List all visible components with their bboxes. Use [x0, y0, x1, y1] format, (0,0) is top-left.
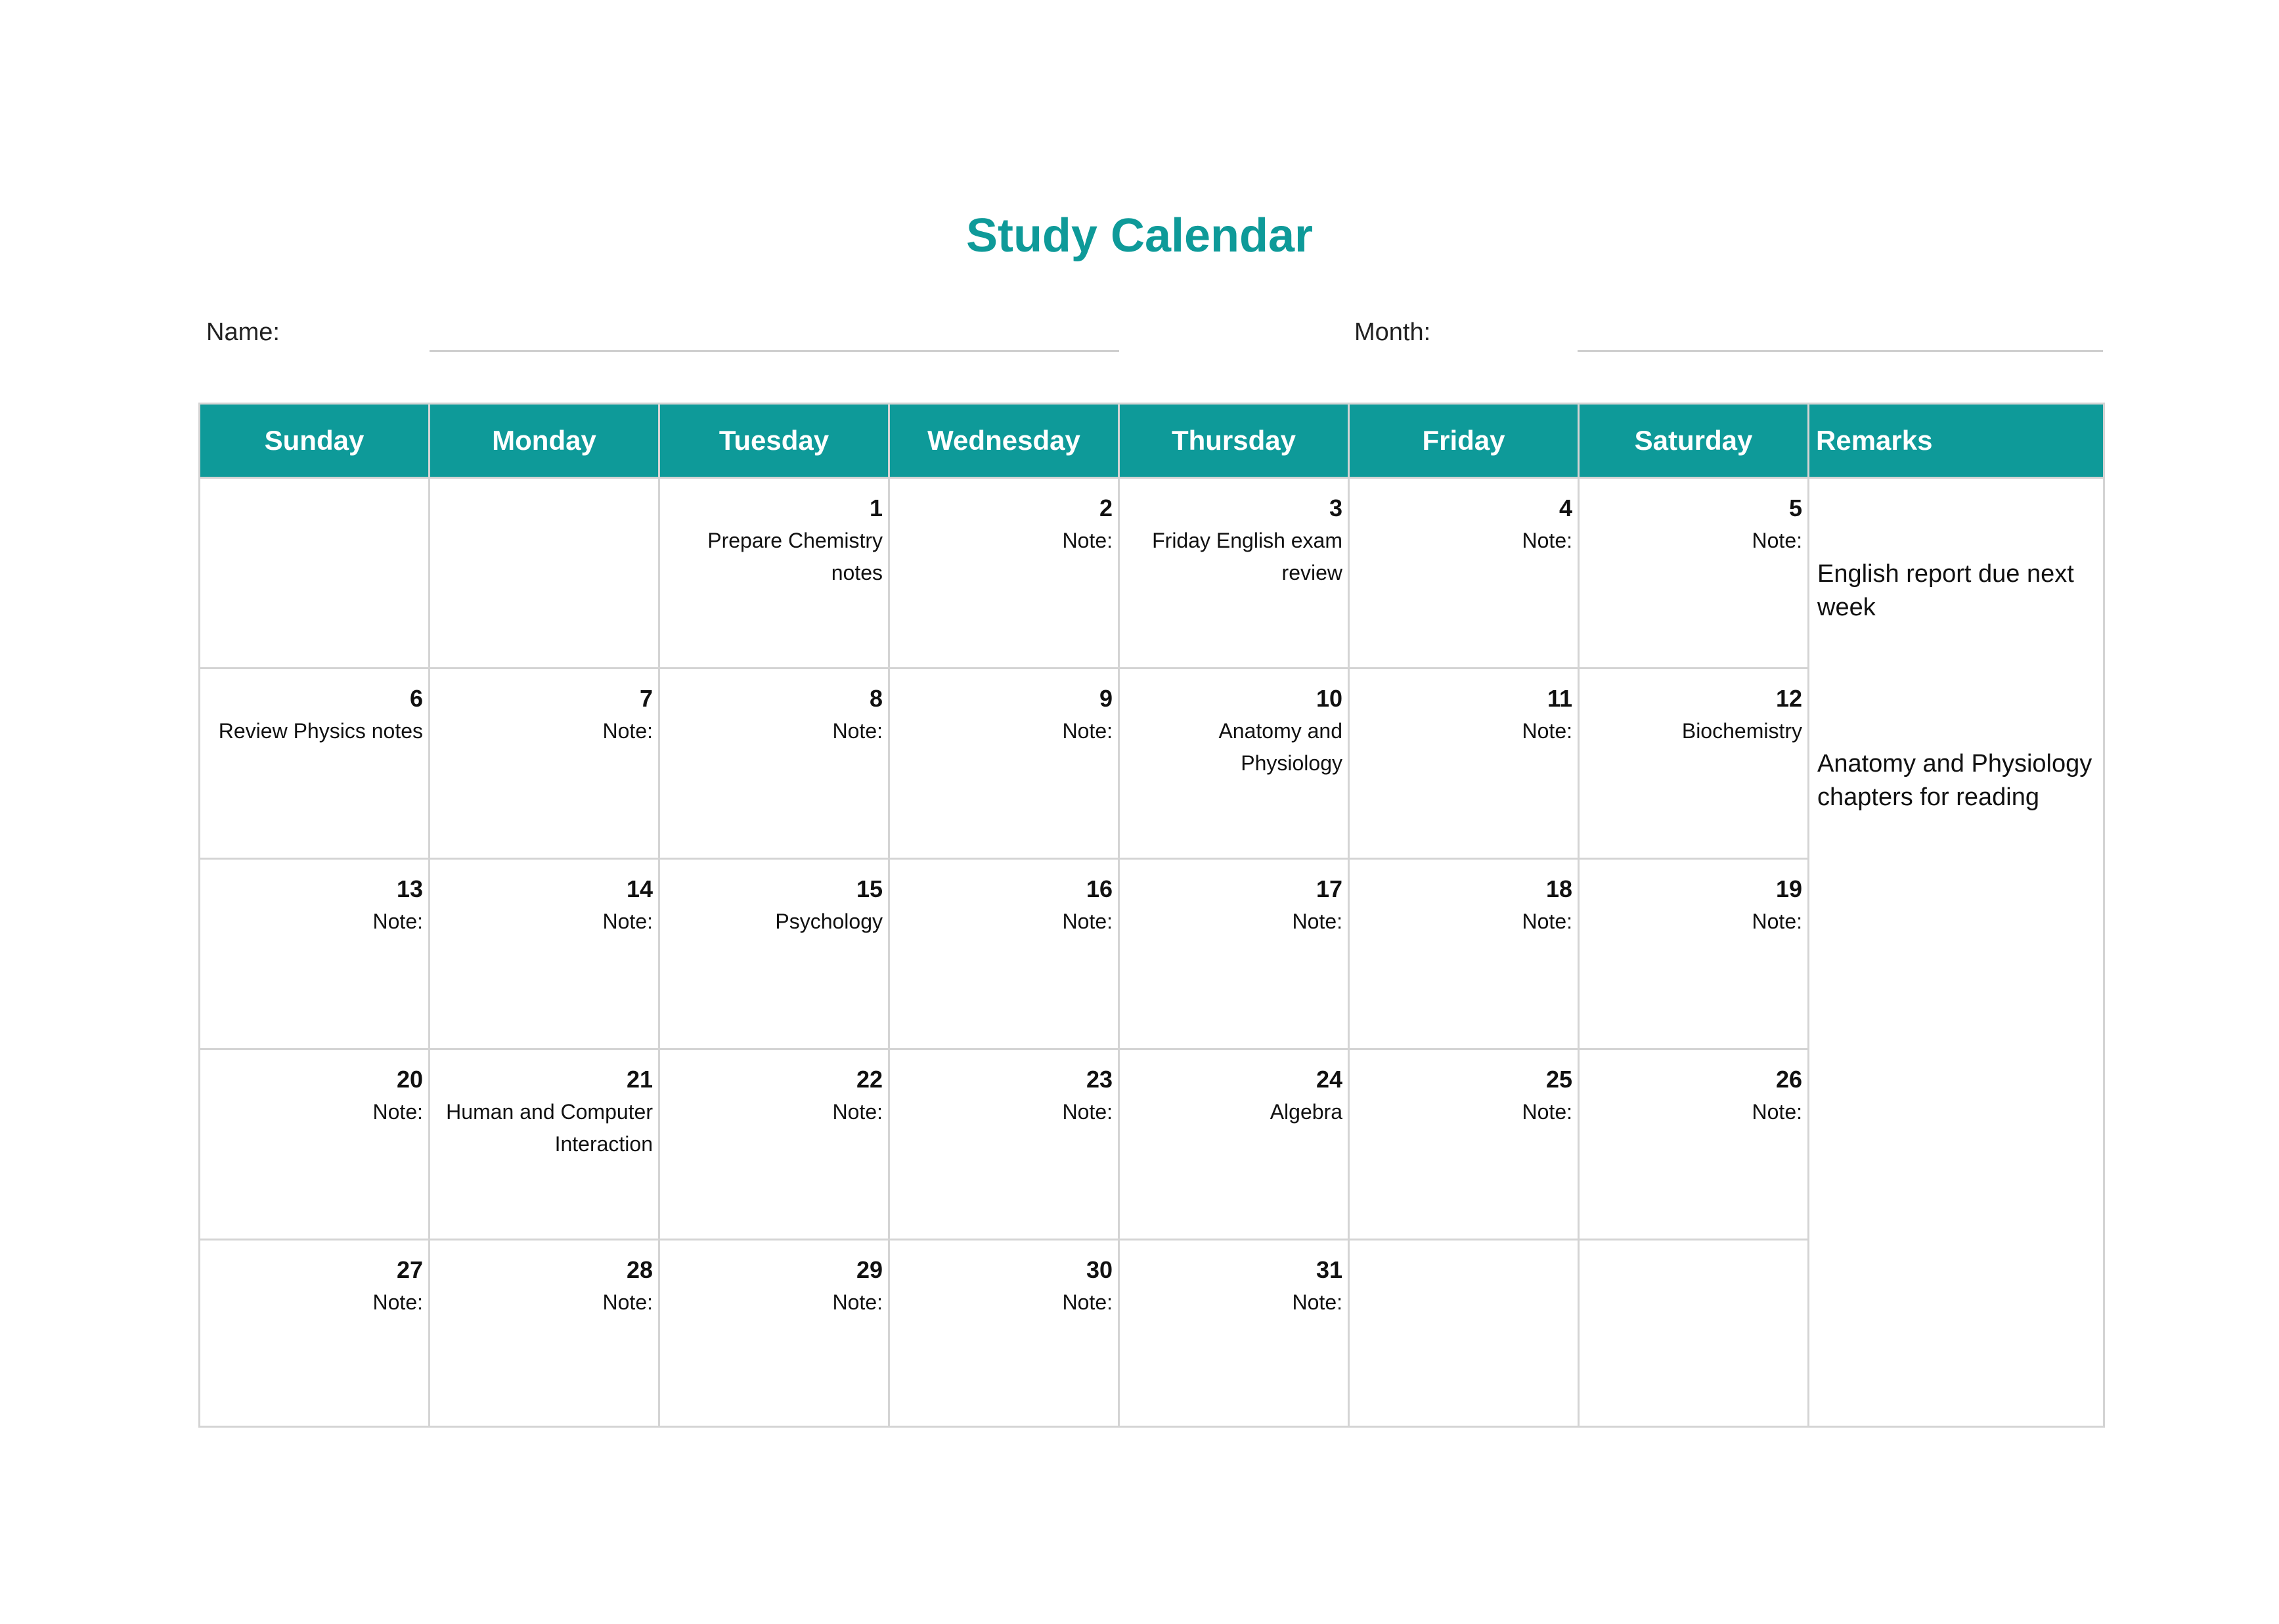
- day-cell[interactable]: [1119, 1049, 1349, 1240]
- day-note: Human and Computer Interaction: [446, 1100, 653, 1156]
- day-cell[interactable]: [889, 669, 1119, 859]
- day-number: 30: [1086, 1256, 1113, 1283]
- day-cell[interactable]: [659, 669, 889, 859]
- day-cell[interactable]: [200, 1049, 430, 1240]
- day-number: 28: [626, 1256, 653, 1283]
- day-note: Psychology: [775, 910, 883, 933]
- day-number: 16: [1086, 875, 1113, 902]
- day-cell[interactable]: [1349, 1049, 1579, 1240]
- day-number: 22: [856, 1066, 883, 1093]
- day-cell[interactable]: [1579, 1240, 1809, 1427]
- month-label: Month:: [1354, 318, 1431, 346]
- day-note: Note:: [372, 910, 423, 933]
- day-number: 8: [869, 685, 883, 712]
- day-cell[interactable]: [430, 478, 659, 669]
- day-cell[interactable]: [1349, 669, 1579, 859]
- day-note: Note:: [1292, 1290, 1342, 1314]
- day-cell[interactable]: [889, 478, 1119, 669]
- day-number: 4: [1559, 494, 1572, 521]
- day-note: Note:: [372, 1100, 423, 1124]
- day-note: Note:: [1752, 910, 1802, 933]
- weekday-friday: Friday: [1349, 404, 1579, 478]
- day-cell[interactable]: [430, 1049, 659, 1240]
- day-note: Note:: [1292, 910, 1342, 933]
- day-number: 21: [626, 1066, 653, 1093]
- calendar-grid: [198, 403, 2105, 1428]
- day-note: Note:: [1062, 719, 1113, 743]
- weekday-tuesday: Tuesday: [659, 404, 889, 478]
- day-cell[interactable]: [889, 859, 1119, 1049]
- day-note: Friday English exam review: [1152, 529, 1342, 584]
- day-note: Note:: [1062, 1100, 1113, 1124]
- day-note: Note:: [832, 1100, 883, 1124]
- day-cell[interactable]: [659, 859, 889, 1049]
- day-number: 2: [1099, 494, 1113, 521]
- day-note: Note:: [1522, 1100, 1572, 1124]
- day-number: 31: [1316, 1256, 1342, 1283]
- day-note: Note:: [1062, 910, 1113, 933]
- day-note: Note:: [1522, 910, 1572, 933]
- weekday-thursday: Thursday: [1119, 404, 1349, 478]
- day-number: 19: [1775, 875, 1802, 902]
- month-input-line[interactable]: [1578, 350, 2103, 352]
- day-number: 25: [1545, 1066, 1572, 1093]
- day-number: 11: [1547, 685, 1572, 712]
- remarks-header: Remarks: [1809, 404, 2104, 478]
- remark-item: Anatomy and Physiology chapters for reading: [1817, 750, 2092, 811]
- day-cell[interactable]: [1349, 859, 1579, 1049]
- day-number: 14: [626, 875, 653, 902]
- day-number: 24: [1316, 1066, 1342, 1093]
- weekday-header-row: [200, 404, 2104, 478]
- day-cell[interactable]: [1119, 1240, 1349, 1427]
- day-cell[interactable]: [1579, 859, 1809, 1049]
- day-note: Note:: [602, 910, 653, 933]
- day-cell[interactable]: [659, 1240, 889, 1427]
- day-number: 18: [1545, 875, 1572, 902]
- day-cell[interactable]: [1119, 859, 1349, 1049]
- name-label: Name:: [206, 318, 280, 346]
- day-note: Note:: [832, 1290, 883, 1314]
- remarks-cell[interactable]: [1809, 478, 2104, 1427]
- day-cell[interactable]: [200, 669, 430, 859]
- day-cell[interactable]: [889, 1049, 1119, 1240]
- day-cell[interactable]: [1579, 1049, 1809, 1240]
- weekday-monday: Monday: [430, 404, 659, 478]
- day-cell[interactable]: [1119, 478, 1349, 669]
- day-cell[interactable]: [1349, 1240, 1579, 1427]
- day-cell[interactable]: [430, 859, 659, 1049]
- day-note: Note:: [602, 1290, 653, 1314]
- day-note: Biochemistry: [1681, 719, 1802, 743]
- day-number: 9: [1099, 685, 1113, 712]
- day-cell[interactable]: [1349, 478, 1579, 669]
- day-number: 15: [856, 875, 883, 902]
- day-note: Note:: [602, 719, 653, 743]
- day-note: Review Physics notes: [218, 719, 423, 743]
- day-note: Prepare Chemistry notes: [707, 529, 883, 584]
- day-cell[interactable]: [659, 478, 889, 669]
- day-number: 3: [1329, 494, 1342, 521]
- day-number: 23: [1086, 1066, 1113, 1093]
- day-number: 29: [856, 1256, 883, 1283]
- name-input-line[interactable]: [430, 350, 1119, 352]
- day-number: 17: [1316, 875, 1342, 902]
- day-number: 10: [1316, 685, 1342, 712]
- weekday-saturday: Saturday: [1579, 404, 1809, 478]
- day-note: Note:: [1752, 529, 1802, 552]
- day-cell[interactable]: [1579, 478, 1809, 669]
- day-number: 20: [396, 1066, 423, 1093]
- day-note: Note:: [1522, 719, 1572, 743]
- day-number: 6: [409, 685, 423, 712]
- day-note: Note:: [1062, 529, 1113, 552]
- day-note: Note:: [1522, 529, 1572, 552]
- day-number: 27: [396, 1256, 423, 1283]
- day-note: Note:: [372, 1290, 423, 1314]
- weekday-sunday: Sunday: [200, 404, 430, 478]
- day-note: Note:: [1062, 1290, 1113, 1314]
- day-cell[interactable]: [430, 1240, 659, 1427]
- day-note: Anatomy and Physiology: [1218, 719, 1342, 775]
- day-number: 1: [869, 494, 883, 521]
- day-cell[interactable]: [200, 859, 430, 1049]
- day-number: 5: [1788, 494, 1802, 521]
- day-note: Note:: [832, 719, 883, 743]
- page-title: Study Calendar: [965, 209, 1314, 262]
- day-cell[interactable]: [1579, 669, 1809, 859]
- day-cell[interactable]: [430, 669, 659, 859]
- day-cell[interactable]: [889, 1240, 1119, 1427]
- day-number: 13: [396, 875, 423, 902]
- day-number: 7: [639, 685, 653, 712]
- remark-item: English report due next week: [1817, 560, 2074, 621]
- weekday-wednesday: Wednesday: [889, 404, 1119, 478]
- day-note: Note:: [1752, 1100, 1802, 1124]
- week-row: [200, 478, 2104, 669]
- day-note: Algebra: [1270, 1100, 1342, 1124]
- day-cell[interactable]: [200, 478, 430, 669]
- day-cell[interactable]: [659, 1049, 889, 1240]
- day-cell[interactable]: [1119, 669, 1349, 859]
- day-number: 26: [1775, 1066, 1802, 1093]
- day-number: 12: [1775, 685, 1802, 712]
- day-cell[interactable]: [200, 1240, 430, 1427]
